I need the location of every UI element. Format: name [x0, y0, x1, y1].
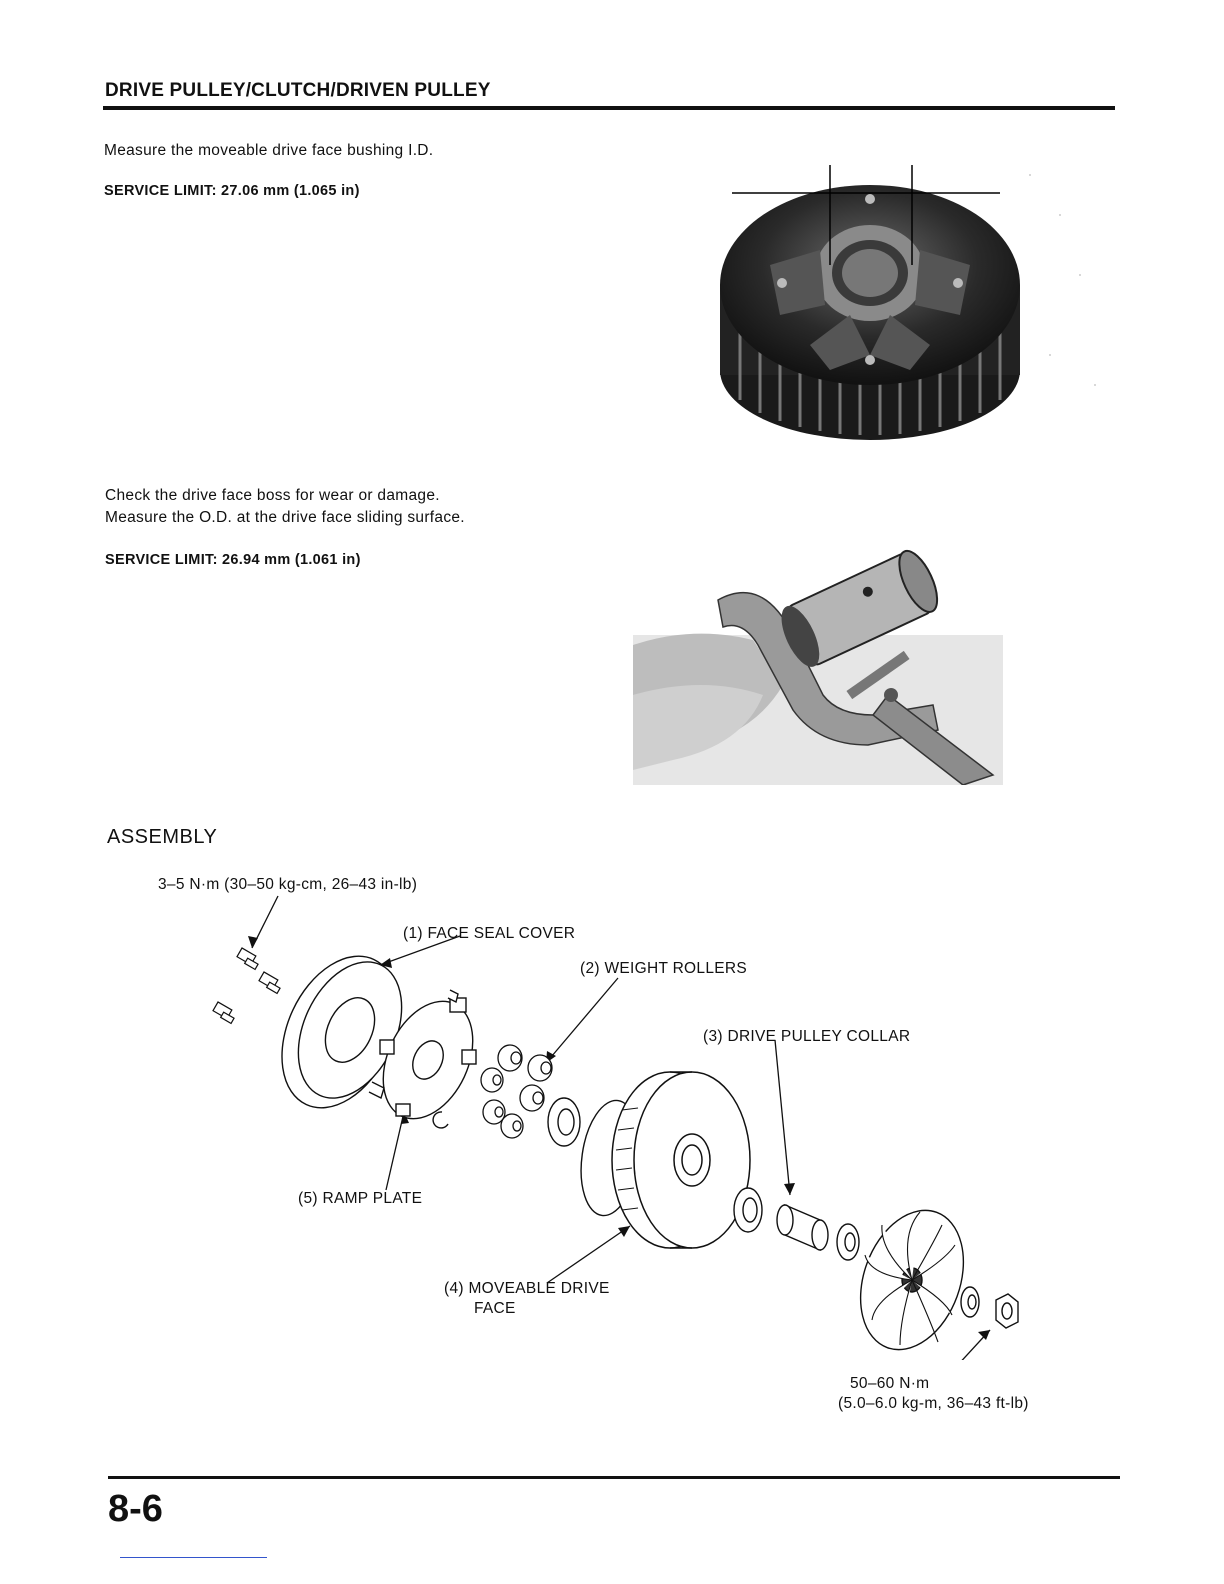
nut-torque-kgm: (5.0–6.0 kg-m, 36–43 ft-lb)	[838, 1395, 1029, 1412]
drive-pulley-collar	[777, 1205, 828, 1250]
moveable-drive-face-photo	[700, 155, 1120, 455]
link-underline	[120, 1557, 267, 1558]
weight-rollers	[481, 1045, 552, 1138]
label-face-seal-cover: (1) FACE SEAL COVER	[403, 925, 576, 942]
label-ramp-plate: (5) RAMP PLATE	[298, 1190, 423, 1207]
header-rule	[103, 106, 1115, 110]
label-moveable-drive-face: (4) MOVEABLE DRIVE	[444, 1280, 610, 1297]
page-header-title: DRIVE PULLEY/CLUTCH/DRIVEN PULLEY	[105, 80, 491, 101]
bushing-service-limit: SERVICE LIMIT: 27.06 mm (1.065 in)	[104, 183, 360, 199]
footer-rule	[108, 1476, 1120, 1479]
boss-check-instruction: Check the drive face boss for wear or damage.	[105, 487, 440, 504]
bushing-instruction: Measure the moveable drive face bushing I.D.	[104, 142, 434, 159]
drive-pulley-exploded-diagram	[200, 890, 1040, 1360]
fan-washer	[961, 1287, 979, 1317]
label-weight-rollers: (2) WEIGHT ROLLERS	[580, 960, 748, 977]
micrometer-measurement-photo	[633, 545, 1003, 785]
label-drive-pulley-collar: (3) DRIVE PULLEY COLLAR	[703, 1028, 911, 1045]
face-seal-bolt-torque: 3–5 N·m (30–50 kg-cm, 26–43 in-lb)	[158, 876, 418, 893]
face-seal-bolts	[213, 948, 280, 1023]
pulley-washer	[837, 1224, 859, 1260]
drive-face-fan	[842, 1196, 981, 1360]
collar-washer	[734, 1188, 762, 1232]
assembly-heading: ASSEMBLY	[107, 826, 218, 848]
moveable-drive-face	[612, 1072, 750, 1248]
page-number: 8-6	[108, 1488, 163, 1530]
drive-face-nut	[996, 1294, 1018, 1328]
boss-measure-instruction: Measure the O.D. at the drive face sliding surface.	[105, 509, 465, 526]
washer	[548, 1098, 580, 1146]
label-moveable-drive-face-line2: FACE	[474, 1300, 516, 1317]
boss-service-limit: SERVICE LIMIT: 26.94 mm (1.061 in)	[105, 552, 361, 568]
nut-torque-nm: 50–60 N·m	[850, 1375, 930, 1392]
